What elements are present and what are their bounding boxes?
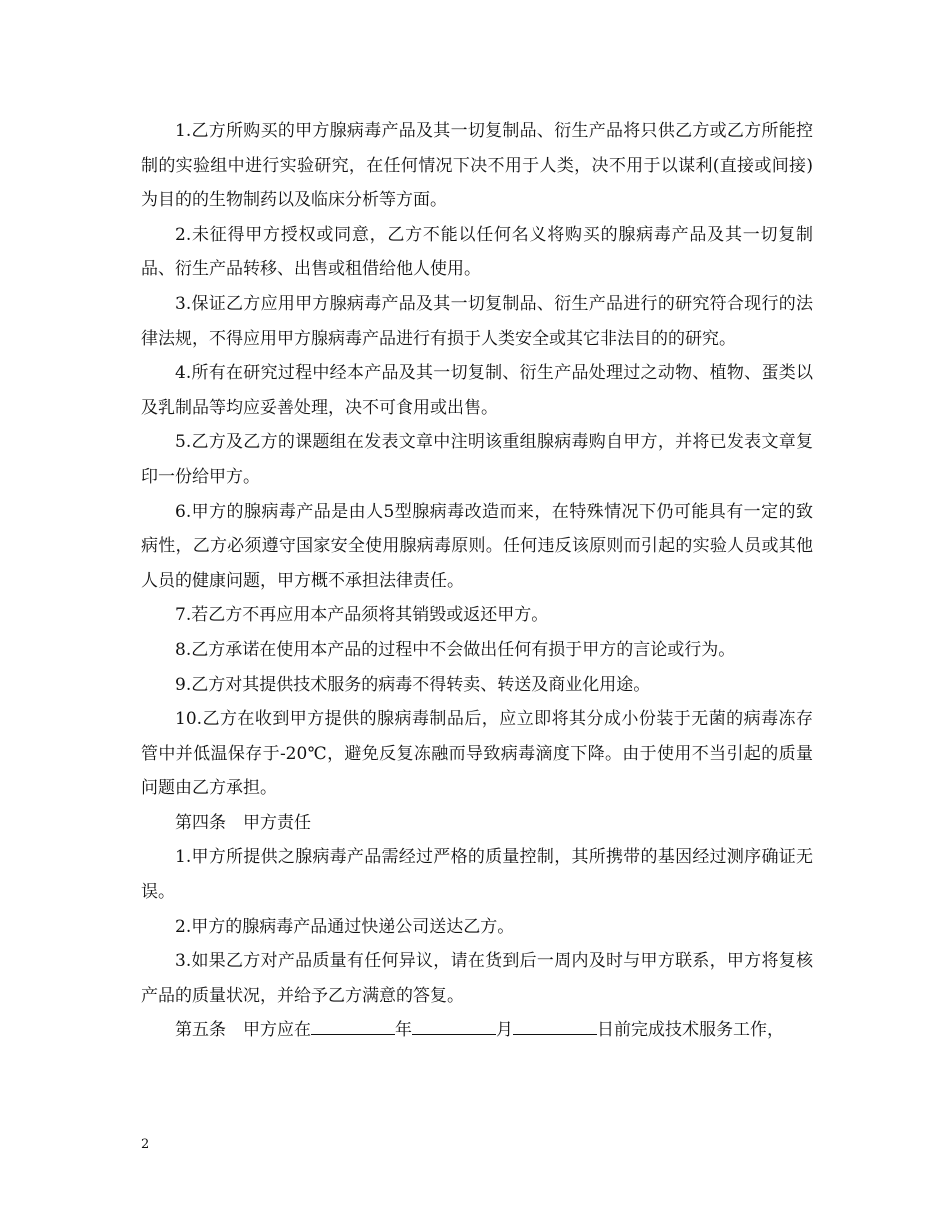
clause-paragraph: 2.未征得甲方授权或同意，乙方不能以任何名义将购买的腺病毒产品及其一切复制品、衍生产品转移、出售或租借给他人使用。 — [141, 224, 813, 280]
article5-prefix: 第五条 甲方应在 — [175, 1020, 311, 1041]
clause-paragraph: 10.乙方在收到甲方提供的腺病毒制品后，应立即将其分成小份装于无菌的病毒冻存管中并低温保存于-20℃，避免反复冻融而导致病毒滴度下降。由于使用不当引起的质量问题由乙方承担。 — [141, 709, 813, 799]
clause-paragraph: 9.乙方对其提供技术服务的病毒不得转卖、转送及商业化用途。 — [175, 674, 651, 695]
clause-paragraph: 8.乙方承诺在使用本产品的过程中不会做出任何有损于甲方的言论或行为。 — [175, 639, 736, 660]
clause-paragraph: 2.甲方的腺病毒产品通过快递公司送达乙方。 — [175, 916, 515, 937]
clause-paragraph: 3.如果乙方对产品质量有任何异议，请在货到后一周内及时与甲方联系，甲方将复核产品的质量状况，并给予乙方满意的答复。 — [141, 951, 813, 1006]
clause-paragraph: 3.保证乙方应用甲方腺病毒产品及其一切复制品、衍生产品进行的研究符合现行的法律法规，不得应用甲方腺病毒产品进行有损于人类安全或其它非法目的的研究。 — [141, 293, 813, 349]
year-blank — [311, 1014, 395, 1035]
clause-paragraph: 7.若乙方不再应用本产品须将其销毁或返还甲方。 — [175, 605, 549, 626]
month-blank — [412, 1014, 496, 1035]
article5-month-label: 月 — [496, 1020, 513, 1041]
article5-year-label: 年 — [395, 1020, 412, 1041]
document-body — [141, 114, 813, 1048]
clause-paragraph: 4.所有在研究过程中经本产品及其一切复制、衍生产品处理过之动物、植物、蛋类以及乳制品等均应妥善处理，决不可食用或出售。 — [141, 363, 813, 418]
clause-paragraph: 6.甲方的腺病毒产品是由人5型腺病毒改造而来，在特殊情况下仍可能具有一定的致病性，乙方必须遵守国家安全使用腺病毒原则。任何违反该原则而引起的实验人员或其他人员的健康问题，甲方概不承担法律责任。 — [141, 501, 813, 591]
article5-paragraph — [141, 1013, 813, 1048]
clause-paragraph: 1.乙方所购买的甲方腺病毒产品及其一切复制品、衍生产品将只供乙方或乙方所能控制的实验组中进行实验研究，在任何情况下决不用于人类，决不用于以谋利(直接或间接)为目的的生物制药以及临床分析等方面。 — [141, 121, 813, 211]
article-heading: 第四条 甲方责任 — [175, 812, 311, 833]
day-blank — [513, 1014, 597, 1035]
article5-suffix: 日前完成技术服务工作， — [597, 1020, 784, 1041]
page-number: 2 — [141, 1137, 150, 1152]
clause-paragraph: 1.甲方所提供之腺病毒产品需经过严格的质量控制，其所携带的基因经过测序确证无误。 — [141, 847, 813, 903]
clause-paragraph: 5.乙方及乙方的课题组在发表文章中注明该重组腺病毒购自甲方，并将已发表文章复印一份给甲方。 — [141, 432, 813, 487]
